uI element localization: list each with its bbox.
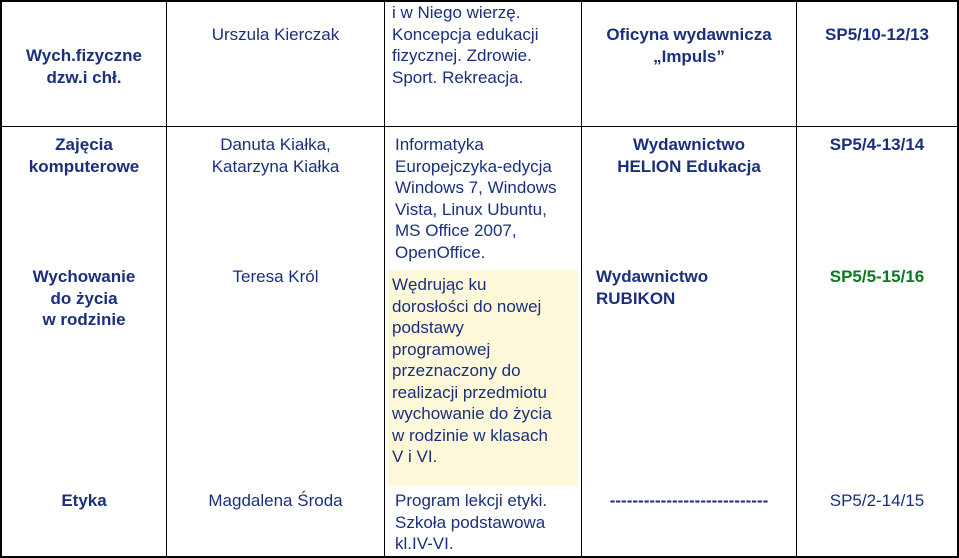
number-cell: SP5/2-14/15 bbox=[829, 491, 925, 510]
column-divider bbox=[384, 0, 385, 558]
number-cell: SP5/10-12/13 bbox=[825, 25, 929, 44]
authors-cell: Magdalena Środa bbox=[208, 491, 343, 510]
subject-cell: Zajęcia komputerowe bbox=[28, 135, 140, 176]
number-cell: SP5/4-13/14 bbox=[829, 135, 925, 154]
subject-cell: Wychowanie do życia w rodzinie bbox=[32, 267, 136, 329]
subject-cell: Wych.fizyczne dzw.i chł. bbox=[26, 46, 142, 87]
publisher-cell: Oficyna wydawnicza „Impuls” bbox=[606, 25, 772, 66]
program-cell: i w Niego wierzę. Koncepcja edukacji fizycznej. Zdrowie. Sport. Rekreacja. bbox=[392, 3, 539, 87]
authors-cell: Urszula Kierczak bbox=[211, 25, 340, 44]
publisher-cell: ---------------------------- bbox=[609, 491, 769, 510]
row-divider bbox=[0, 126, 959, 127]
subject-cell: Etyka bbox=[61, 491, 107, 510]
authors-cell: Danuta Kiałka, Katarzyna Kiałka bbox=[211, 135, 340, 176]
column-divider bbox=[581, 0, 582, 558]
program-cell: Wędrując ku dorosłości do nowej podstawy programowej przeznaczony do realizacji przedmiotu wychowanie do życia w rodzinie w klasach V i VI. bbox=[392, 275, 552, 466]
authors-cell: Teresa Król bbox=[232, 267, 319, 286]
publisher-cell: Wydawnictwo RUBIKON bbox=[596, 267, 709, 308]
number-cell: SP5/5-15/16 bbox=[829, 267, 925, 286]
program-cell: Program lekcji etyki. Szkoła podstawowa kl.IV-VI. bbox=[395, 491, 548, 553]
publisher-cell: Wydawnictwo HELION Edukacja bbox=[617, 135, 761, 176]
program-cell: Informatyka Europejczyka-edycja Windows 7, Windows Vista, Linux Ubuntu, MS Office 2007, OpenOffice. bbox=[395, 135, 557, 262]
